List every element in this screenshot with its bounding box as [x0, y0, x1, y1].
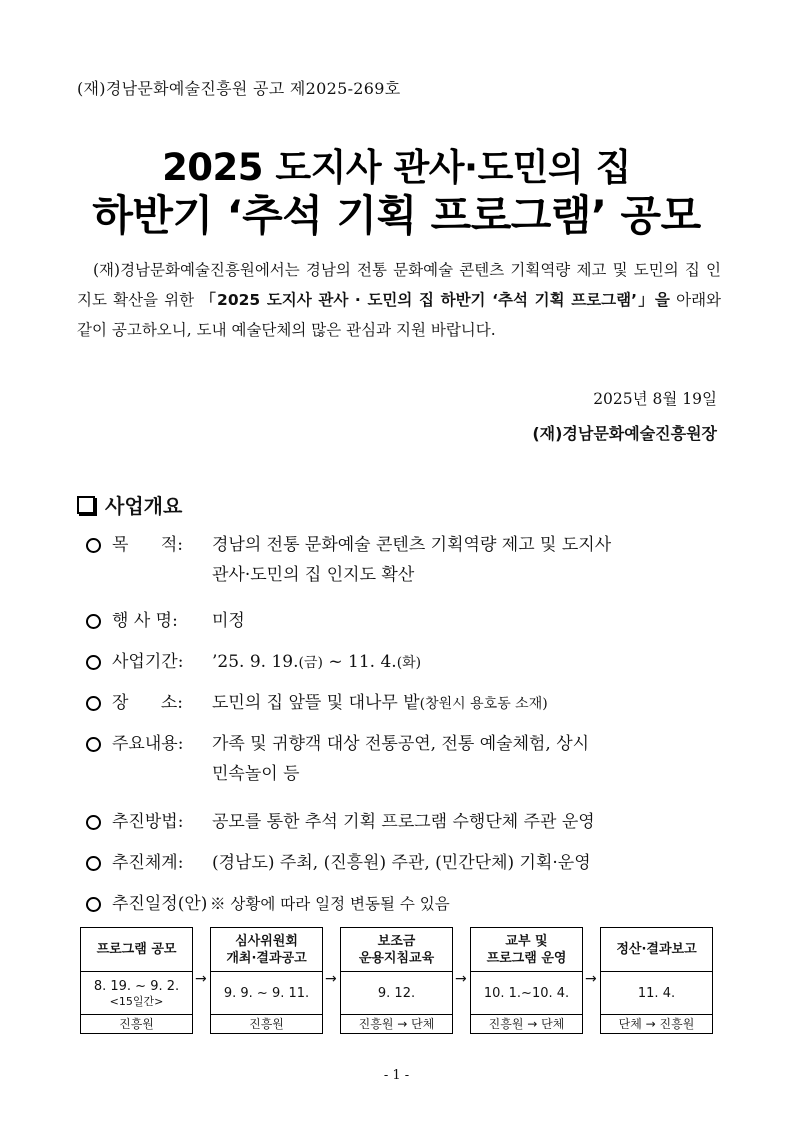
schedule-stage-4 [470, 927, 583, 1034]
item-value: 미정 [212, 611, 245, 631]
stage-date [81, 972, 192, 1015]
stage-date-duration: <15일간> [109, 994, 164, 1008]
circle-bullet-icon [86, 856, 101, 871]
stage-org: 진흥원 → 단체 [488, 1017, 565, 1031]
intro-program-name: 「2025 도지사 관사 · 도민의 집 하반기 ‘추석 기획 프로그램’」을 [200, 291, 670, 309]
list-item-contents [86, 729, 726, 789]
item-label: 장 소: [112, 693, 183, 713]
signing-organization: (재)경남문화예술진흥원장 [532, 424, 717, 443]
notice-number: (재)경남문화예술진흥원 공고 제2025-269호 [77, 79, 401, 98]
section-heading [77, 490, 182, 519]
venue-location: (창원시 용호동 소재) [419, 696, 548, 712]
stage-title [601, 928, 712, 972]
item-value: 공모를 통한 추석 기획 프로그램 수행단체 주관 운영 [212, 812, 595, 832]
schedule-note: ※ 상황에 따라 일정 변동될 수 있음 [210, 895, 450, 913]
intro-paragraph [77, 255, 721, 345]
checkbox-square-icon [77, 496, 95, 514]
stage-title [341, 928, 452, 972]
period-start: ’25. 9. 19. [212, 652, 299, 672]
item-value: (경남도) 주최, (진흥원) 주관, (민간단체) 기획·운영 [212, 853, 591, 873]
stage-date-range: 10. 1.~10. 4. [483, 985, 570, 1001]
schedule-stage-3 [340, 927, 453, 1034]
list-item-purpose [86, 530, 726, 590]
item-value-line-1: 가족 및 귀향객 대상 전통공연, 전통 예술체험, 상시 [212, 734, 590, 754]
intro-text-after: 아래와 같이 공고하오니, 도내 예술단체의 많은 관심과 지원 바랍니다. [77, 291, 722, 339]
item-label: 주요내용: [112, 734, 184, 754]
period-start-day: (금) [298, 655, 323, 671]
stage-org: 진흥원 → 단체 [358, 1017, 435, 1031]
schedule-stage-1 [80, 927, 193, 1034]
intro-text-before: (재)경남문화예술진흥원에서는 경남의 전통 문화예술 콘텐츠 기획역량 제고 및 도민의 집 인지도 확산을 위한 [77, 261, 721, 309]
schedule-flow [80, 927, 714, 1037]
circle-bullet-icon [86, 538, 101, 553]
circle-bullet-icon [86, 696, 101, 711]
stage-title-line: 개최·결과공고 [226, 950, 307, 966]
stage-date-range: 11. 4. [637, 985, 676, 1001]
stage-org: 진흥원 [119, 1017, 154, 1031]
item-value [212, 729, 722, 789]
item-value [212, 688, 722, 719]
item-label: 사업기간: [112, 652, 184, 672]
stage-org: 진흥원 [249, 1017, 284, 1031]
stage-date-range: 9. 9. ~ 9. 11. [223, 985, 310, 1001]
stage-title-line: 프로그램 공모 [96, 942, 177, 957]
item-value-line-2: 관사·도민의 집 인지도 확산 [212, 565, 415, 585]
stage-org: 단체 → 진흥원 [618, 1017, 695, 1031]
stage-date [471, 972, 582, 1015]
stage-title [81, 928, 192, 972]
period-end-day: (화) [396, 655, 422, 671]
item-label: 추진체계: [112, 853, 184, 873]
right-arrow-icon: → [195, 971, 207, 987]
stage-title-line: 교부 및 [505, 933, 548, 949]
period-end: ~ 11. 4. [322, 652, 397, 672]
schedule-stage-2 [210, 927, 323, 1034]
stage-date [211, 972, 322, 1015]
venue-name: 도민의 집 앞뜰 및 대나무 밭 [212, 693, 420, 713]
circle-bullet-icon [86, 737, 101, 752]
stage-title-line: 정산·결과보고 [616, 942, 697, 957]
stage-title [211, 928, 322, 972]
item-value-line-1: 경남의 전통 문화예술 콘텐츠 기획역량 제고 및 도지사 [212, 535, 612, 555]
stage-title-line: 보조금 [377, 933, 416, 949]
circle-bullet-icon [86, 815, 101, 830]
item-value [212, 530, 722, 590]
right-arrow-icon: → [585, 971, 597, 987]
page-number: - 1 - [383, 1068, 410, 1083]
item-label: 행 사 명: [112, 611, 178, 631]
right-arrow-icon: → [325, 971, 337, 987]
stage-date-range: 9. 12. [377, 985, 416, 1001]
schedule-stage-5 [600, 927, 713, 1034]
stage-date [601, 972, 712, 1015]
stage-title [471, 928, 582, 972]
circle-bullet-icon [86, 897, 101, 912]
item-label: 추진방법: [112, 812, 184, 832]
item-value [212, 647, 722, 678]
stage-date-range: 8. 19. ~ 9. 2. [93, 978, 180, 994]
right-arrow-icon: → [455, 971, 467, 987]
stage-title-line: 프로그램 운영 [486, 950, 567, 966]
notice-date: 2025년 8월 19일 [593, 390, 717, 408]
title-line-2: 하반기 ‘추석 기획 프로그램’ 공모 [92, 191, 701, 240]
item-value-line-2: 민속놀이 등 [212, 764, 300, 784]
circle-bullet-icon [86, 614, 101, 629]
circle-bullet-icon [86, 655, 101, 670]
section-title: 사업개요 [105, 494, 183, 518]
stage-title-line: 심사위원회 [235, 933, 298, 949]
stage-date [341, 972, 452, 1015]
item-label: 목 적: [112, 535, 183, 555]
title-line-1: 2025 도지사 관사·도민의 집 [162, 146, 631, 189]
stage-title-line: 운용지침교육 [358, 950, 435, 966]
item-label: 추진일정(안) [112, 894, 208, 914]
